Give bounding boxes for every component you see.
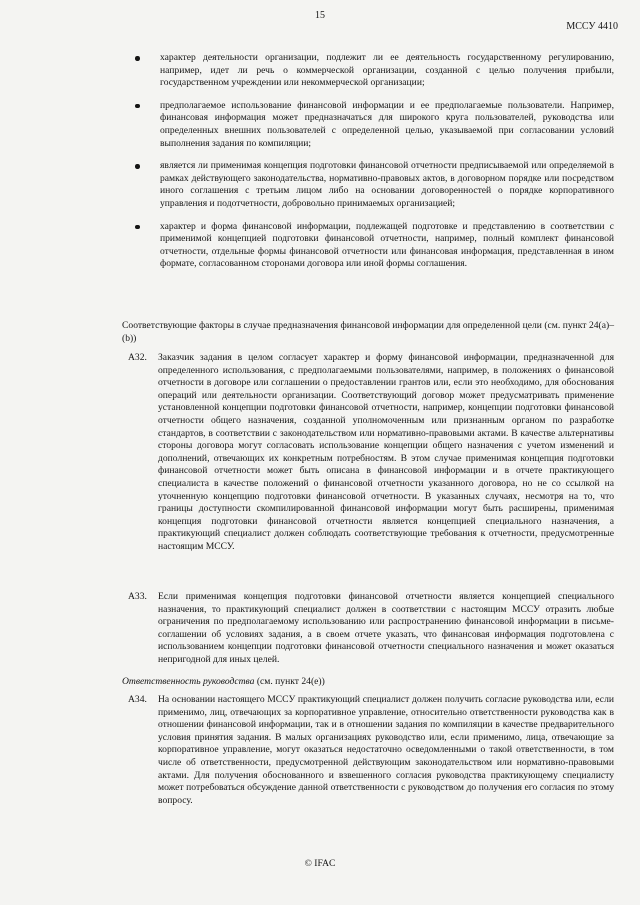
bullet-item xyxy=(160,100,614,150)
paragraph-text: Заказчик задания в целом согласует характер и форму финансовой информации, предназначенной для определенного использования, с предполагаемыми пользователями, например, в положениях о финансовой отчетности в договоре или соглашении о предоставлении грантов или, если это необходимо, для обоснования операций или деятельности организации. Соответствующий договор может предусматривать применение установленной концепции подготовки финансовой отчетности, например, концепции подготовки финансовой отчетности общего назначения, созданной уполномоченным или признанным органом по разработке стандартов, в соответствии с законодательством или нормативно-правовыми актами. В качестве альтернативы стороны договора могут согласовать использование концепции общего назначения с учетом изменений и дополнений, отвечающих их конкретным потребностям. В этом случае применимая концепция подготовки финансовой отчетности может быть описана в финансовой информации и в отчете практикующего специалиста в качестве положений о финансовой отчетности указанного договора, но не со ссылкой на уточненную концепцию подготовки финансовой отчетности. В указанных случаях, несмотря на то, что границы доступности скомпилированной финансовой информации могут быть расширены, применимая концепция подготовки финансовой отчетности является концепцией специального назначения, а практикующий специалист должен соблюдать соответствующие требования к отчетности, предусмотренные настоящим МССУ. xyxy=(158,352,614,552)
section-heading-reference: (см. пункт 24(е)) xyxy=(254,676,325,687)
bullet-item xyxy=(160,221,614,271)
page-number: 15 xyxy=(315,10,325,21)
paragraph-text: На основании настоящего МССУ практикующий специалист должен получить согласие руководства или, если применимо, лиц, отвечающих за корпоративное управление, относительно ответственности руководства как в отношении финансовой информации, так и в отношении задания по компиляции в качестве предварительного условия принятия задания. В малых организациях руководство или, если применимо, лица, отвечающие за корпоративное управление, могут оказаться недостаточно осведомленными о такой ответственности, в том числе об ответственности, предусмотренной действующим законодательством или нормативно-правовыми актами. Для получения обоснованного и взвешенного согласия руководства практикующему специалисту может потребоваться обсуждение данной ответственности с руководством до получения его согласия по этому вопросу. xyxy=(158,694,614,806)
bullet-dot-icon xyxy=(135,56,140,61)
bullet-text: предполагаемое использование финансовой информации и ее предполагаемые пользователи. Например, финансовая информация может предназначаться для широкого круга пользователей, руководства или определенных внешних пользователей с определенной целью, указываемой при согласовании условий выполнения задания по компиляции; xyxy=(160,99,614,149)
paragraph-a34 xyxy=(128,694,614,807)
standard-code: МССУ 4410 xyxy=(566,21,618,32)
bullet-text: характер деятельности организации, подлежит ли ее деятельность государственному регулированию, например, идет ли речь о коммерческой организации, созданной с целью получения прибыли, государственном учреждении или некоммерческой организации; xyxy=(160,52,614,89)
bullet-dot-icon xyxy=(135,225,140,230)
bullet-item xyxy=(160,160,614,210)
paragraph-number: A32. xyxy=(128,352,147,363)
bullet-dot-icon xyxy=(135,104,140,109)
paragraph-number: A34. xyxy=(128,694,147,705)
section-heading-italic: Ответственность руководства xyxy=(122,676,255,687)
bullet-text: является ли применимая концепция подготовки финансовой отчетности предписываемой или определяемой в рамках действующего законодательства, нормативно-правовых актов, в договорном порядке или посредством иного соглашения с третьим лицом либо на основании договоренностей о порядке корпоративного управления и подотчетности, добровольно принимаемых организацией; xyxy=(160,160,614,209)
copyright-footer: © IFAC xyxy=(304,858,336,869)
paragraph-number: A33. xyxy=(128,591,147,602)
section-heading-management-responsibility xyxy=(122,676,614,689)
bullet-item xyxy=(160,52,614,90)
paragraph-a33 xyxy=(128,591,614,667)
bullet-dot-icon xyxy=(135,164,140,169)
factor-bullet-list xyxy=(160,52,614,281)
bullet-text: характер и форма финансовой информации, подлежащей подготовке и представлению в соответствии с применимой концепцией подготовки финансовой отчетности, например, полный комплект финансовой отчетности, отдельные формы финансовой отчетности или финансовая информация, представленная в ином формате, согласованном сторонами договора или иной формы соглашения. xyxy=(160,220,614,270)
paragraph-text: Если применимая концепция подготовки финансовой отчетности является концепцией специального назначения, то практикующий специалист должен в соответствии с настоящим МССУ отразить любые ограничения по предполагаемому использованию или распространению финансовой информации в письме-соглашении об условиях задания, а в своем отчете указать, что финансовая информация подготовлена с использованием концепции подготовки финансовой отчетности специального назначения и может оказаться непригодной для иных целей. xyxy=(158,591,614,665)
section-heading-special-purpose: Соответствующие факторы в случае предназначения финансовой информации для определенной цели (см. пункт 24(а)–(b)) xyxy=(122,320,614,344)
paragraph-a32 xyxy=(128,352,614,554)
